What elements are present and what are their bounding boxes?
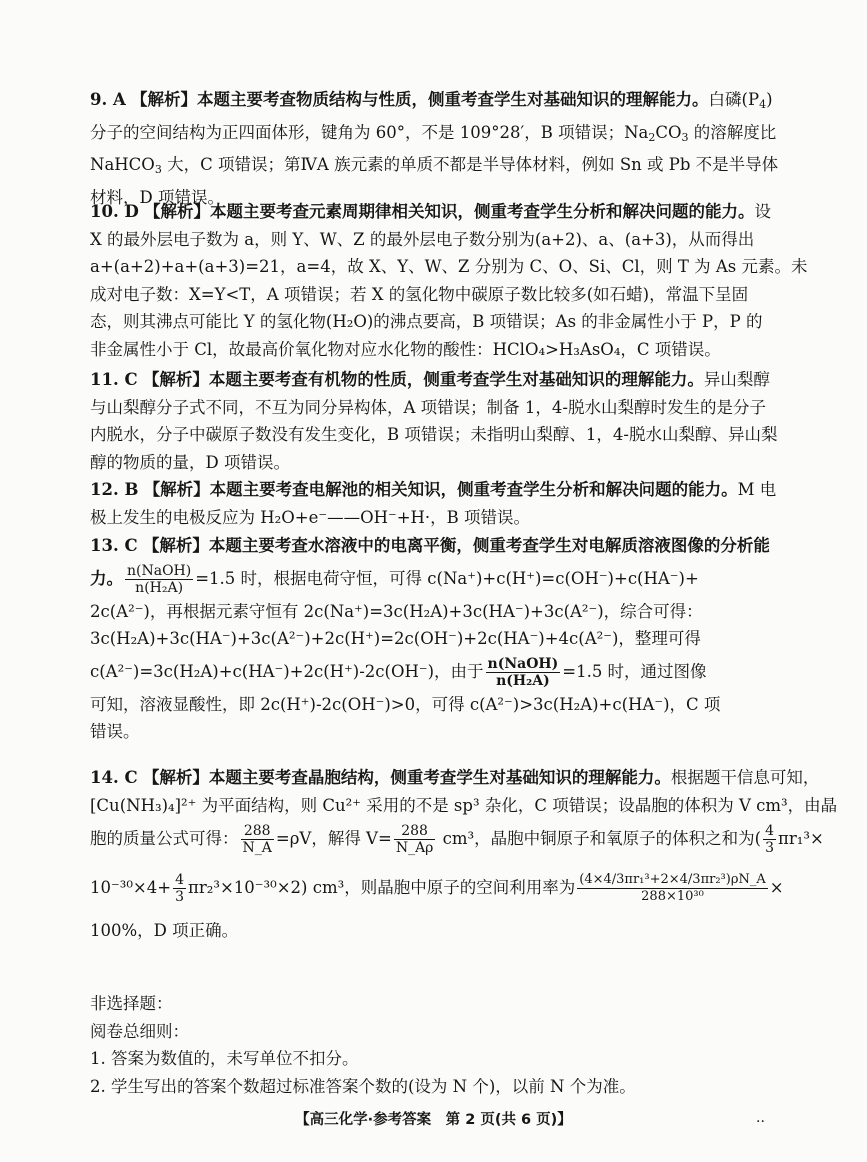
answer-14 xyxy=(90,764,838,945)
answer-10-line1 xyxy=(90,198,770,226)
answer-13-line1 xyxy=(90,532,770,560)
answer-9-line2 xyxy=(90,119,777,152)
answer-13-line2 xyxy=(90,560,770,598)
answer-lead: 本题主要考查元素周期律相关知识，侧重考查学生分析和解决问题的能力。 xyxy=(210,202,755,221)
question-number: 11. C xyxy=(90,370,138,389)
mass-fraction xyxy=(241,823,274,856)
answer-lead: 本题主要考查电解池的相关知识，侧重考查学生分析和解决问题的能力。 xyxy=(209,480,738,499)
text: 10⁻³⁰×4+ xyxy=(90,878,172,897)
answer-14-line5: 100%，D 项正确。 xyxy=(90,921,239,940)
four-thirds-fraction xyxy=(763,823,776,856)
text: =1.5 时，根据电荷守恒，可得 c(Na⁺)+c(H⁺)=c(OH⁻)+c(HA⁻)+ xyxy=(195,568,699,588)
analysis-tag: 【解析】 xyxy=(142,370,209,389)
answer-9-line3 xyxy=(90,151,779,184)
fraction-denominator: n(H₂A) xyxy=(496,672,550,689)
rule-item: 2. 学生写出的答案个数超过标准答案个数的(设为 N 个)，以前 N 个为准。 xyxy=(90,1076,636,1096)
answer-13-line6: 可知，溶液显酸性，即 2c(H⁺)-2c(OH⁻)>0，可得 c(A²⁻)>3c(H₂A)+c(HA⁻)，C 项 xyxy=(90,694,721,714)
section-title: 非选择题： xyxy=(90,994,173,1013)
text: 根据题干信息可知， xyxy=(670,768,820,787)
answer-13-line4: 3c(H₂A)+3c(HA⁻)+3c(A²⁻)+2c(H⁺)=2c(OH⁻)+2c(HA⁻)+4c(A²⁻)，整理可得 xyxy=(90,629,701,648)
analysis-tag: 【解析】 xyxy=(143,480,210,499)
text: CO xyxy=(655,122,682,142)
fraction-denominator: 3 xyxy=(765,840,775,856)
ratio-fraction xyxy=(125,563,193,596)
fraction-denominator: 3 xyxy=(175,889,185,905)
answer-10-line2: X 的最外层电子数为 a，则 Y、W、Z 的最外层电子数分别为(a+2)、a、(a+3)，从而得出 xyxy=(90,229,755,249)
analysis-tag: 【解析】 xyxy=(131,90,198,109)
text: c(A²⁻)=3c(H₂A)+c(HA⁻)+2c(H⁺)-2c(OH⁻)，由于 xyxy=(90,661,484,681)
text: πr₂³×10⁻³⁰×2) cm³，则晶胞中原子的空间利用率为 xyxy=(188,878,576,897)
answer-lead: 本题主要考查有机物的性质，侧重考查学生对基础知识的理解能力。 xyxy=(208,370,704,389)
fraction-denominator: N_Aρ xyxy=(395,840,434,856)
answer-10-line4: 成对电子数：X=Y<T，A 项错误；若 X 的氢化物中碳原子数比较多(如石蜡)，常温下呈固 xyxy=(90,284,749,304)
fraction-numerator: 4 xyxy=(765,823,775,839)
text: 白磷(P xyxy=(708,90,760,109)
answer-9-line1 xyxy=(90,86,773,119)
answer-10-line6: 非金属性小于 Cl，故最高价氧化物对应水化物的酸性：HClO₄>H₃AsO₄，C 项错误。 xyxy=(90,339,721,359)
fraction-denominator: N_A xyxy=(242,840,272,856)
fraction-denominator: n(H₂A) xyxy=(135,579,184,596)
answer-11-line1 xyxy=(90,366,770,394)
answer-11-line4: 醇的物质的量，D 项错误。 xyxy=(90,452,290,472)
answer-lead: 本题主要考查晶胞结构，侧重考查学生对基础知识的理解能力。 xyxy=(208,768,671,787)
text: =ρV，解得 V= xyxy=(275,829,392,848)
answer-9-line4: 材料，D 项错误。 xyxy=(90,187,224,207)
volume-fraction xyxy=(394,823,436,856)
answer-lead: 本题主要考查水溶液中的电离平衡，侧重考查学生对电解质溶液图像的分析能 xyxy=(208,536,770,555)
fraction-numerator: n(NaOH) xyxy=(487,655,559,672)
text: 胞的质量公式可得： xyxy=(90,829,239,848)
answer-12-line2: 极上发生的电极反应为 H₂O+e⁻——OH⁻+H·，B 项错误。 xyxy=(90,507,531,527)
answer-10 xyxy=(90,198,808,363)
answer-12 xyxy=(90,476,777,531)
subscript: 3 xyxy=(154,163,162,176)
fraction-denominator: 288×10³⁰ xyxy=(641,889,704,904)
question-number: 10. D xyxy=(90,202,139,221)
answer-10-line3: a+(a+2)+a+(a+3)=21，a=4，故 X、Y、W、Z 分别为 C、O、Si、Cl，则 T 为 As 元素。未 xyxy=(90,257,808,276)
subscript: 3 xyxy=(681,130,689,144)
answer-13 xyxy=(90,532,770,746)
question-number: 12. B xyxy=(90,480,139,499)
utilization-fraction xyxy=(577,872,767,905)
analysis-tag: 【解析】 xyxy=(144,202,211,221)
answer-10-line5: 态，则其沸点可能比 Y 的氢化物(H₂O)的沸点要高，B 项错误；As 的非金属性小于 P，P 的 xyxy=(90,312,763,331)
question-number: 9. A xyxy=(90,90,126,109)
subscript: 4 xyxy=(759,98,767,111)
non-selection-section xyxy=(90,990,636,1100)
subscript: 2 xyxy=(648,130,656,144)
text: × xyxy=(769,878,784,897)
question-number: 13. C xyxy=(90,536,138,555)
text: cm³，晶胞中铜原子和氧原子的体积之和为( xyxy=(437,829,762,848)
text: NaHCO xyxy=(90,155,155,174)
text: 设 xyxy=(754,202,772,221)
answer-13-line3: 2c(A²⁻)，再根据元素守恒有 2c(Na⁺)=3c(H₂A)+3c(HA⁻)+3c(A²⁻)，综合可得： xyxy=(90,601,703,621)
answer-14-line3 xyxy=(90,819,824,859)
text: 分子的空间结构为正四面体形，键角为 60°，不是 109°28′，B 项错误；Na xyxy=(90,122,649,142)
fraction-numerator: n(NaOH) xyxy=(127,562,192,579)
fraction-numerator: 288 xyxy=(394,823,436,840)
answer-9 xyxy=(90,86,779,211)
question-number: 14. C xyxy=(90,768,138,787)
answer-13-line7: 错误。 xyxy=(90,722,140,741)
answer-11-line3: 内脱水，分子中碳原子数没有发生变化，B 项错误；未指明山梨醇、1，4-脱水山梨醇、异山梨 xyxy=(90,425,778,444)
answer-14-line2: [Cu(NH₃)₄]²⁺ 为平面结构，则 Cu²⁺ 采用的不是 sp³ 杂化，C 项错误；设晶胞的体积为 V cm³，由晶 xyxy=(90,795,838,815)
answer-11-line2: 与山梨醇分子式不同，不互为同分异构体，A 项错误；制备 1，4-脱水山梨醇时发生的是分子 xyxy=(90,397,766,417)
answer-14-line4 xyxy=(90,859,784,917)
fraction-numerator: 4 xyxy=(175,872,185,888)
page-footer: 【高三化学·参考答案 第 2 页(共 6 页)】 xyxy=(295,1112,572,1128)
answer-14-line1 xyxy=(90,764,820,792)
rule-item: 1. 答案为数值的，未写单位不扣分。 xyxy=(90,1049,359,1068)
fraction-numerator: 288 xyxy=(241,823,274,840)
ratio-fraction xyxy=(486,656,561,689)
footer-dots: .. xyxy=(756,1110,765,1126)
text: M 电 xyxy=(737,480,777,499)
fraction-numerator: (4×4/3πr₁³+2×4/3πr₂³)ρN_A xyxy=(579,872,766,887)
answer-11 xyxy=(90,366,778,476)
analysis-tag: 【解析】 xyxy=(142,768,209,787)
rules-title: 阅卷总细则： xyxy=(90,1021,189,1041)
answer-lead: 本题主要考查物质结构与性质，侧重考查学生对基础知识的理解能力。 xyxy=(197,90,709,109)
text: =1.5 时，通过图像 xyxy=(562,661,707,681)
text: 异山梨醇 xyxy=(703,370,770,389)
text: πr₁³× xyxy=(778,829,824,848)
analysis-tag: 【解析】 xyxy=(142,536,209,555)
text: ) xyxy=(766,90,773,109)
answer-12-line1 xyxy=(90,476,777,504)
text: 的溶解度比 xyxy=(688,122,777,142)
text: 大，C 项错误；第ⅣA 族元素的单质不都是半导体材料，例如 Sn 或 Pb 不是半导体 xyxy=(161,155,779,174)
answer-13-line5 xyxy=(90,653,770,691)
four-thirds-fraction xyxy=(173,872,186,905)
text: 力。 xyxy=(90,568,123,588)
